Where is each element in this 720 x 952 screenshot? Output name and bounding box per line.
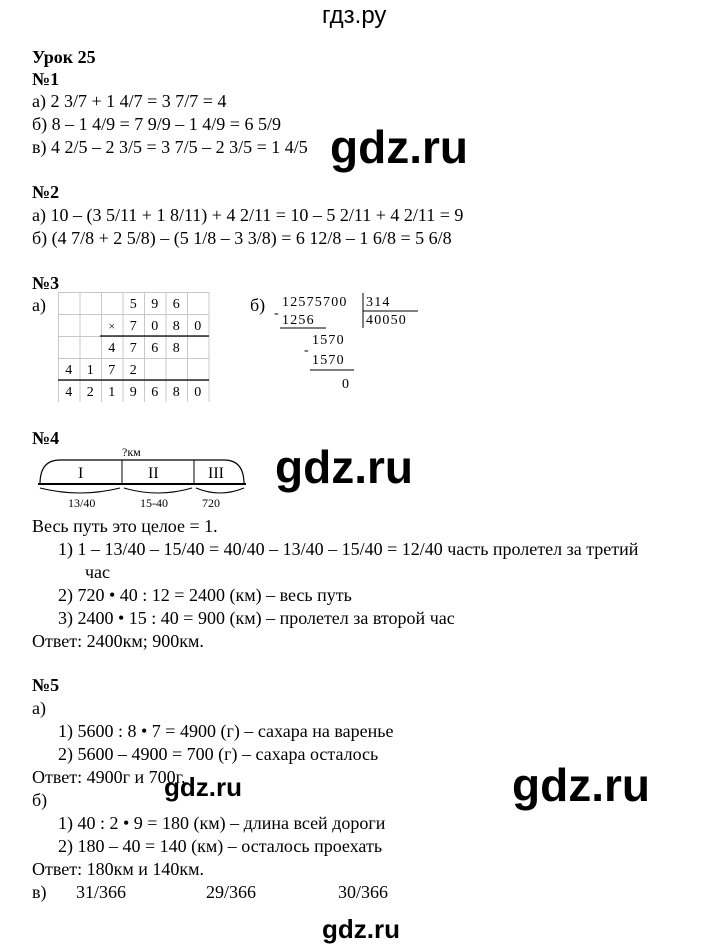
task5-title: №5 <box>32 675 60 695</box>
task5-a-label: а) <box>32 698 46 718</box>
task4-answer: Ответ: 2400км; 900км. <box>32 631 204 651</box>
grid-digit: 8 <box>172 385 180 400</box>
task5-a-answer: Ответ: 4900г и 700г. <box>32 767 186 787</box>
grid-digit: 6 <box>151 341 159 356</box>
task3-part-a-label: а) <box>32 295 46 315</box>
grid-digit: 1 <box>86 363 94 378</box>
grid-digit: 1 <box>108 385 116 400</box>
grid-digit: 7 <box>129 319 137 334</box>
grid-digit: 0 <box>194 319 202 334</box>
division-step-2: 1570 <box>312 333 345 348</box>
task5-c-value-2: 29/366 <box>206 882 257 902</box>
task5-a-step-1: 1) 5600 : 8 • 7 = 4900 (г) – сахара на варенье <box>58 721 394 741</box>
grid-digit: 0 <box>194 385 202 400</box>
task2-title: №2 <box>32 182 60 202</box>
watermark-5: gdz.ru <box>322 914 400 944</box>
lesson-title: Урок 25 <box>32 47 96 67</box>
task2-line-b: б) (4 7/8 + 2 5/8) – (5 1/8 – 3 3/8) = 6 12/8 – 1 6/8 = 5 6/8 <box>32 228 452 248</box>
diagram-label-3: 720 <box>202 496 220 510</box>
division-step-3: 1570 <box>312 353 345 368</box>
grid-digit: 7 <box>108 363 116 378</box>
grid-digit: 9 <box>151 297 159 312</box>
long-division <box>268 290 428 400</box>
task4-step-1-cont: час <box>85 562 111 582</box>
grid-digit: 0 <box>151 319 159 334</box>
task5-b-answer: Ответ: 180км и 140км. <box>32 859 205 879</box>
division-remainder: 0 <box>342 377 349 392</box>
task5-b-label: б) <box>32 790 48 810</box>
task1-title: №1 <box>32 69 60 89</box>
diagram-label-2: 15-40 <box>140 496 168 510</box>
task1-line-c: в) 4 2/5 – 2 3/5 = 3 7/5 – 2 3/5 = 1 4/5 <box>32 137 308 157</box>
grid-digit: 7 <box>129 341 137 356</box>
division-divisor: 314 <box>366 295 391 310</box>
task5-c-label: в) <box>32 882 47 902</box>
grid-digit: 9 <box>129 385 137 400</box>
task5-b-step-2: 2) 180 – 40 = 140 (км) – осталось проехать <box>58 836 383 856</box>
watermark-3: gdz.ru <box>164 772 242 802</box>
division-dividend: 12575700 <box>282 295 348 310</box>
task3-title: №3 <box>32 273 60 293</box>
task1-line-b: б) 8 – 1 4/9 = 7 9/9 – 1 4/9 = 6 5/9 <box>32 114 281 134</box>
grid-digit: 2 <box>86 385 94 400</box>
grid-digit: 4 <box>108 341 116 356</box>
watermark-4: gdz.ru <box>512 759 650 811</box>
flight-diagram <box>36 446 248 510</box>
task5-a-step-2: 2) 5600 – 4900 = 700 (г) – сахара осталось <box>58 744 379 764</box>
division-minus-1: - <box>274 306 279 321</box>
task5-b-step-1: 1) 40 : 2 • 9 = 180 (км) – длина всей дороги <box>58 813 386 833</box>
grid-digit: 6 <box>151 385 159 400</box>
task3-part-b-label: б) <box>250 295 266 315</box>
grid-digit: 4 <box>65 363 73 378</box>
task4-step-2: 2) 720 • 40 : 12 = 2400 (км) – весь путь <box>58 585 352 605</box>
division-step-1: 1256 <box>282 313 315 328</box>
diagram-part-3: III <box>208 465 224 482</box>
grid-digit: 8 <box>172 319 180 334</box>
grid-digit: 4 <box>65 385 73 400</box>
diagram-part-2: II <box>148 465 159 482</box>
task1-line-a: а) 2 3/7 + 1 4/7 = 3 7/7 = 4 <box>32 91 227 111</box>
task4-title: №4 <box>32 428 60 448</box>
division-quotient: 40050 <box>366 313 407 328</box>
task4-step-3: 3) 2400 • 15 : 40 = 900 (км) – пролетел за второй час <box>58 608 455 628</box>
task5-c-value-1: 31/366 <box>76 882 127 902</box>
grid-digit: 6 <box>172 297 180 312</box>
site-header: гдз.ру <box>322 2 387 29</box>
multiplication-grid <box>58 292 210 402</box>
task5-c-value-3: 30/366 <box>338 882 389 902</box>
grid-digit: 2 <box>129 363 137 378</box>
diagram-total: ?км <box>122 446 141 459</box>
grid-digit: × <box>108 319 116 333</box>
watermark-1: gdz.ru <box>330 121 468 173</box>
task4-step-1: 1) 1 – 13/40 – 15/40 = 40/40 – 13/40 – 15/40 = 12/40 часть пролетел за третий <box>58 539 639 559</box>
diagram-label-1: 13/40 <box>68 496 96 510</box>
grid-digit: 8 <box>172 341 180 356</box>
watermark-2: gdz.ru <box>275 441 413 493</box>
division-minus-2: - <box>304 343 309 358</box>
task4-intro: Весь путь это целое = 1. <box>32 516 218 536</box>
task2-line-a: а) 10 – (3 5/11 + 1 8/11) + 4 2/11 = 10 – 5 2/11 + 4 2/11 = 9 <box>32 205 464 225</box>
diagram-part-1: I <box>78 465 84 482</box>
grid-digit: 5 <box>129 297 137 312</box>
